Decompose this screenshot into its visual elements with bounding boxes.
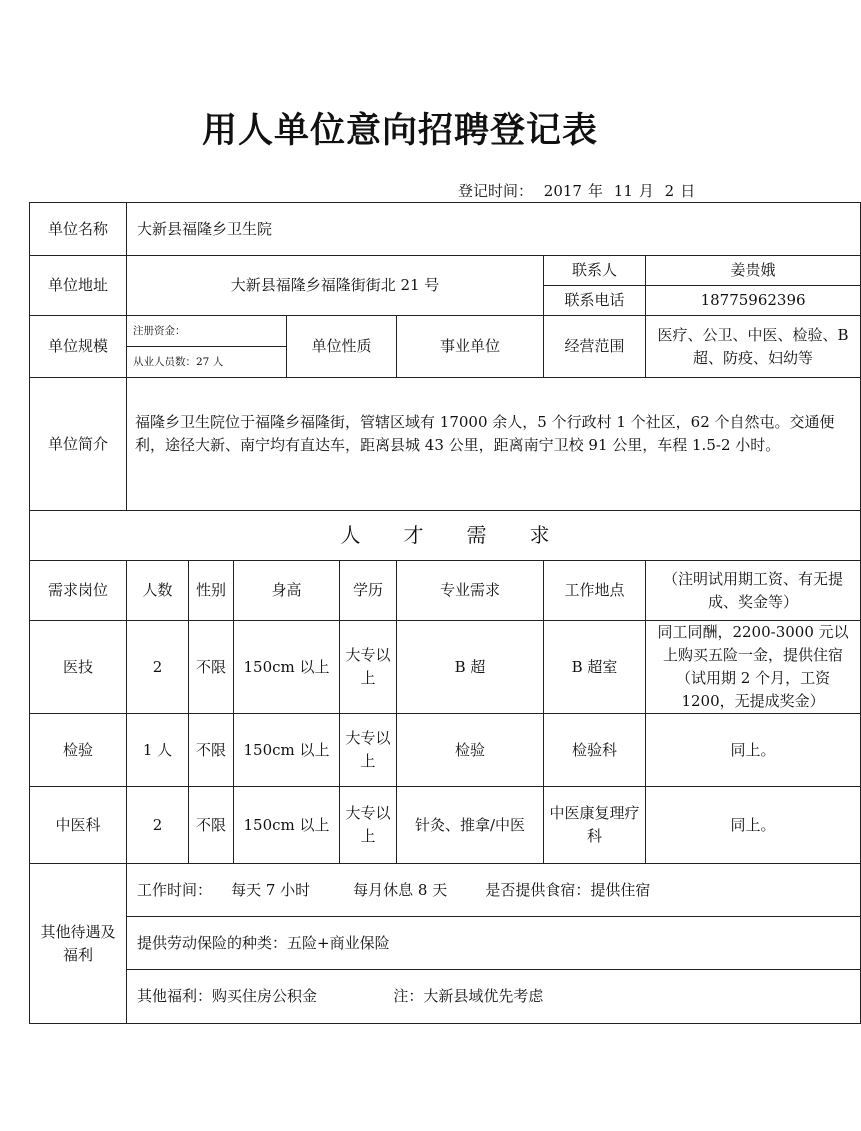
reg-year-unit: 年 <box>587 182 603 200</box>
place-cell: 检验科 <box>544 714 646 787</box>
benefits-label: 其他待遇及福利 <box>30 864 127 1024</box>
major-cell: 检验 <box>397 714 544 787</box>
monthly-rest: 每月休息 8 天 <box>353 880 448 899</box>
page-title: 用人单位意向招聘登记表 <box>201 110 598 151</box>
note-cell: 同上。 <box>646 787 861 864</box>
insurance-line: 提供劳动保险的种类：五险+商业保险 <box>127 917 861 970</box>
heading-char: 需 <box>466 523 487 547</box>
unit-intro-text: 福隆乡卫生院位于福隆乡福隆街，管辖区域有 17000 余人，5 个行政村 1 个社区，62 个自然屯。交通便利，途径大新、南宁均有直达车，距离县城 43 公里，距离南宁卫校 91 公里，车程 1.5-2 小时。 <box>127 378 861 511</box>
unit-name-value: 大新县福隆乡卫生院 <box>127 203 861 256</box>
height-cell: 150cm 以上 <box>234 787 340 864</box>
contact-label: 联系人 <box>544 256 646 286</box>
post-cell: 检验 <box>30 714 127 787</box>
height-cell: 150cm 以上 <box>234 714 340 787</box>
unit-name-row <box>30 203 861 256</box>
education-cell: 大专以上 <box>340 621 397 714</box>
count-cell: 2 <box>127 787 189 864</box>
gender-cell: 不限 <box>189 621 234 714</box>
other-benefits-line <box>127 970 861 1024</box>
major-cell: 针灸、推拿/中医 <box>397 787 544 864</box>
column-header-row <box>30 561 861 621</box>
reg-month-unit: 月 <box>638 182 654 200</box>
unit-intro-label: 单位简介 <box>30 378 127 511</box>
education-cell: 大专以上 <box>340 714 397 787</box>
col-gender: 性别 <box>189 561 234 621</box>
note-cell: 同上。 <box>646 714 861 787</box>
reg-day: 2 <box>664 182 675 200</box>
unit-scale-label: 单位规模 <box>30 316 127 378</box>
col-place: 工作地点 <box>544 561 646 621</box>
reg-date-label: 登记时间： <box>458 182 534 200</box>
col-height: 身高 <box>234 561 340 621</box>
scope-value: 医疗、公卫、中医、检验、B超、防疫、妇幼等 <box>646 316 861 378</box>
talent-heading <box>30 511 861 561</box>
col-count: 人数 <box>127 561 189 621</box>
work-time-label: 工作时间： <box>137 880 213 899</box>
reg-day-unit: 日 <box>680 182 696 200</box>
heading-char: 求 <box>529 523 550 547</box>
registration-table <box>29 202 861 1024</box>
table-row <box>30 787 861 864</box>
staff-count: 从业人员数：27 人 <box>127 347 287 378</box>
work-time-line <box>127 864 861 917</box>
phone-value: 18775962396 <box>646 286 861 316</box>
col-major: 专业需求 <box>397 561 544 621</box>
place-cell: 中医康复理疗科 <box>544 787 646 864</box>
priority-note: 注：大新县域优先考虑 <box>393 987 544 1005</box>
gender-cell: 不限 <box>189 787 234 864</box>
food-lodging: 是否提供食宿：提供住宿 <box>485 880 651 899</box>
benefits-row <box>30 864 861 917</box>
count-cell: 2 <box>127 621 189 714</box>
place-cell: B 超室 <box>544 621 646 714</box>
unit-scale-row <box>30 316 861 347</box>
table-row <box>30 714 861 787</box>
other-benefits: 其他福利：购买住房公积金 <box>137 987 318 1005</box>
scope-label: 经营范围 <box>544 316 646 378</box>
unit-name-label: 单位名称 <box>30 203 127 256</box>
unit-nature-value: 事业单位 <box>397 316 544 378</box>
unit-address-label: 单位地址 <box>30 256 127 316</box>
col-education: 学历 <box>340 561 397 621</box>
gender-cell: 不限 <box>189 714 234 787</box>
height-cell: 150cm 以上 <box>234 621 340 714</box>
post-cell: 中医科 <box>30 787 127 864</box>
education-cell: 大专以上 <box>340 787 397 864</box>
unit-address-row <box>30 256 861 286</box>
heading-char: 才 <box>403 523 424 547</box>
talent-heading-row <box>30 511 861 561</box>
contact-value: 姜贵娥 <box>646 256 861 286</box>
unit-nature-label: 单位性质 <box>287 316 397 378</box>
major-cell: B 超 <box>397 621 544 714</box>
col-post: 需求岗位 <box>30 561 127 621</box>
daily-hours: 每天 7 小时 <box>231 880 311 899</box>
post-cell: 医技 <box>30 621 127 714</box>
table-row <box>30 621 861 714</box>
capital-label: 注册资金： <box>127 316 287 347</box>
unit-address-value: 大新县福隆乡福隆街街北 21 号 <box>127 256 544 316</box>
count-cell: 1 人 <box>127 714 189 787</box>
reg-month: 11 <box>613 182 633 200</box>
note-cell: 同工同酬，2200-3000 元以上购买五险一金，提供住宿（试用期 2 个月，工资 1200，无提成奖金） <box>646 621 861 714</box>
registration-date <box>458 180 701 201</box>
reg-year: 2017 <box>543 182 582 200</box>
col-note: （注明试用期工资、有无提成、奖金等） <box>646 561 861 621</box>
unit-intro-row <box>30 378 861 511</box>
phone-label: 联系电话 <box>544 286 646 316</box>
heading-char: 人 <box>340 523 361 547</box>
